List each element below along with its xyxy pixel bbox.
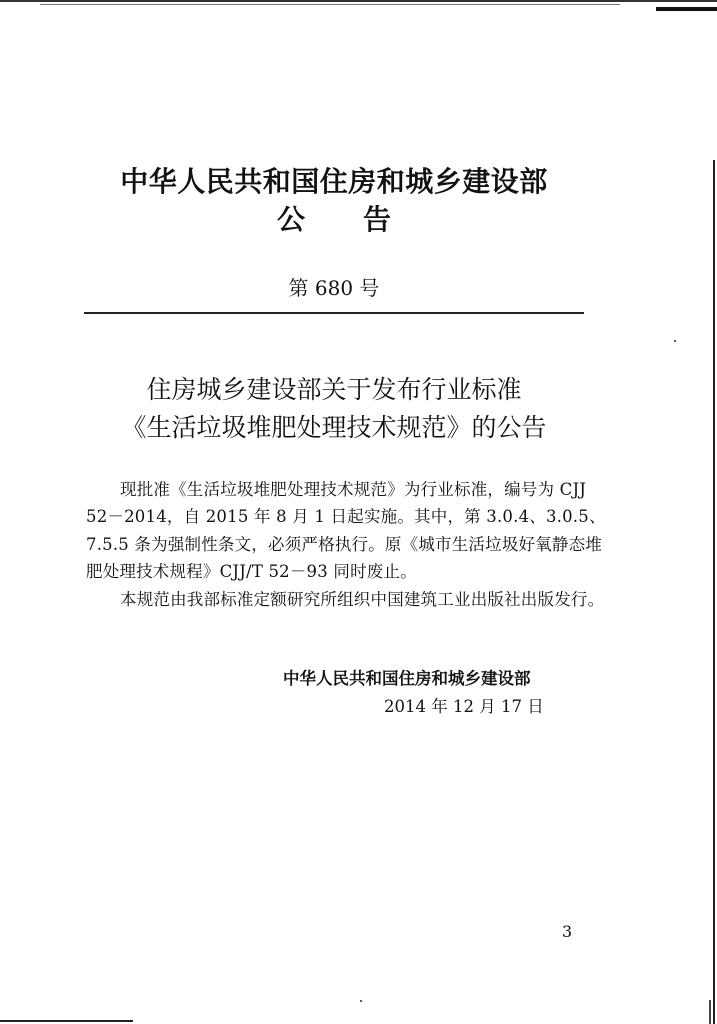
notice-title-line2: 《生活垃圾堆肥处理技术规范》的公告	[121, 413, 547, 442]
header-divider	[84, 312, 584, 314]
signature-organization: 中华人民共和国住房和城乡建设部	[283, 669, 531, 688]
page-number: 3	[562, 922, 573, 941]
scan-top-border	[0, 0, 717, 2]
issuer-heading: 中华人民共和国住房和城乡建设部	[120, 165, 548, 198]
body-paragraph: 本规范由我部标准定额研究所组织中国建筑工业出版社出版发行。	[120, 589, 605, 609]
scan-bottom-line	[0, 1020, 133, 1022]
scan-speck	[360, 1000, 362, 1002]
signature-date: 2014 年 12 月 17 日	[384, 697, 544, 716]
scan-right-edge-lower	[709, 1000, 711, 1024]
scan-top-line	[40, 4, 620, 5]
body-paragraph: 现批准《生活垃圾堆肥处理技术规范》为行业标准，编号为 CJJ 52－2014，自 2015 年 8 月 1 日起实施。其中，第 3.0.4、3.0.5、7.5.5 条为强制性条文，必须严格执行。原《城市生活垃圾好氧静态堆肥处理技术规程》CJJ/T 52－93 同时废止。	[86, 480, 606, 582]
notice-number: 第 680 号	[288, 276, 380, 300]
notice-heading: 公告	[276, 203, 449, 236]
notice-title-line1: 住房城乡建设部关于发布行业标准	[146, 375, 522, 404]
scan-speck	[674, 340, 676, 342]
notice-body	[86, 476, 606, 613]
scan-corner-mark	[656, 7, 717, 11]
scan-right-edge	[713, 160, 715, 1024]
